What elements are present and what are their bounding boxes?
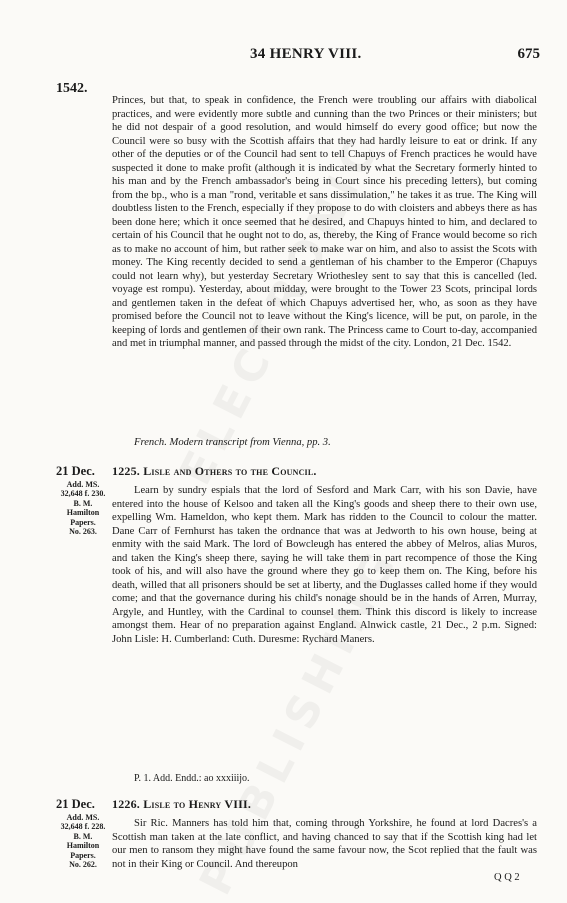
reference-line: No. 262.: [69, 860, 97, 870]
reference-line: No. 263.: [69, 527, 97, 537]
reference-line: 32,648 f. 230.: [60, 489, 106, 499]
entry-1225-text: Learn by sundry espials that the lord of Sesford and Mark Carr, with his son Davie, have entered into the house of Kelsoo and taken all the King's goods and sheep there to their own use, expelling Wm. Hameldon, who kept them. Mark has ridden to the Council to colour the matter. Dane Carr of Fernhurst has taken the ordnance that was at Jedworth to his own house, being at enmity with the said Mark. The lord of Bowcleugh has entered the abbey of Melros, alias Muros, and taken the King's sheep there, saying he will take them in part recompence of those the King took of his, and will also have the ground where they go to keep them on. The King, before his death, willed that all prisoners should be set at liberty, and the Duglasses called home if they would come; and that the governance during his child's nonage should be in the hands of Arren, Murray, Argyle, and Huntley, with the Cardinal to counsel them. Think this discord is likely to increase amongst them. Hear of no preparation against England. Alnwick castle, 21 Dec., 2 p.m. Signed: John Lisle: H. Cumberland: Cuth. Duresme: Rychard Maners.: [112, 485, 537, 645]
reference-line: 32,648 f. 228.: [60, 822, 106, 832]
entry-1225-date: 21 Dec.: [56, 464, 95, 478]
entry-title: Lisle and Others to the Council.: [143, 464, 317, 478]
reference-line: Papers.: [70, 850, 96, 860]
reference-line: Hamilton: [66, 508, 100, 518]
continuation-text: Princes, but that, to speak in confidence, the French were troubling our affairs with diabolical practices, and were evidently more subtle and cunning than the two Princes or their ministers; but he did not despair of a good resolution, and would himself do every good office; but now the Council were so busy with the Scottish affairs that they had hardly leisure to eat or drink. If any other of the deputies or of the Council had sent to tell Chapuys of French practices he would have suspected it done to make profit (although it is indicated by what the Secretary formerly hinted to his man and by the French ambassador's being in Court since his preceding letters), but coming from the bp., who is a man "rond, veritable et sans dissimulation," he takes it as true. The King will doubtless listen to the French, especially if they propose to do with cloisters and abbeys there as has been done here; which it once seemed that he desired, and Chapuys hinted to him, and declared to certain of his Council that he ought not to do, as, thereby, the King of France would become so rich as to make no account of him, but rather seek to make war on him, and also to assist the Scots with money. The King recently decided to send a gentleman of his chamber to the Emperor (Chapuys could not learn why), but yesterday Secretary Wriothesley sent to say that this is cancelled (led. voyage est rompu). Yesterday, about midday, were brought to the Tower 23 Scots, principal lords and gentlemen taken in the defeat of which Chapuys advertised her, who, as soon as they have promised before the Council not to leave without the King's licence, will be put, on parole, in the keeping of lords and gentlemen of their own rank. The Princess came to Court to-day, accompanied and met in triumphal manner, and passed through the midst of the city. London, 21 Dec. 1542.: [112, 95, 537, 349]
reference-line: Add. MS.: [66, 480, 100, 489]
reference-line: Add. MS.: [66, 813, 100, 822]
continuation-source: French. Modern transcript from Vienna, pp. 3.: [134, 437, 331, 448]
entry-1225-notes: P. 1. Add. Endd.: ao xxxiiijo.: [134, 773, 250, 784]
entry-number: 1226.: [112, 797, 140, 811]
page-header: [0, 46, 567, 66]
entry-1226-reference: [56, 813, 110, 869]
year-marker: 1542.: [56, 81, 88, 96]
entry-1225-reference: [56, 480, 110, 536]
entry-1226-heading: [112, 797, 251, 812]
reference-line: Papers.: [70, 517, 96, 527]
entry-title: Lisle to Henry VIII.: [143, 797, 252, 811]
page-number: 675: [517, 46, 540, 62]
signature-mark: Q Q 2: [494, 872, 520, 883]
reference-line: Hamilton: [66, 841, 100, 851]
entry-number: 1225.: [112, 464, 140, 478]
reference-line: B. M.: [73, 831, 93, 841]
reference-line: B. M.: [73, 498, 93, 508]
running-head: 34 HENRY VIII.: [250, 46, 362, 62]
entry-1226-text: Sir Ric. Manners has told him that, coming through Yorkshire, he found at lord Dacres's a Scottish man taken at the late conflict, and having chanced to say that if the Scottish king had let our men to ransom they might have found the same favour now, the Scot replied that the fault was not in their King or Council. And thereupon: [112, 818, 537, 870]
entry-1225-heading: [112, 464, 317, 479]
entry-1226-date: 21 Dec.: [56, 797, 95, 811]
